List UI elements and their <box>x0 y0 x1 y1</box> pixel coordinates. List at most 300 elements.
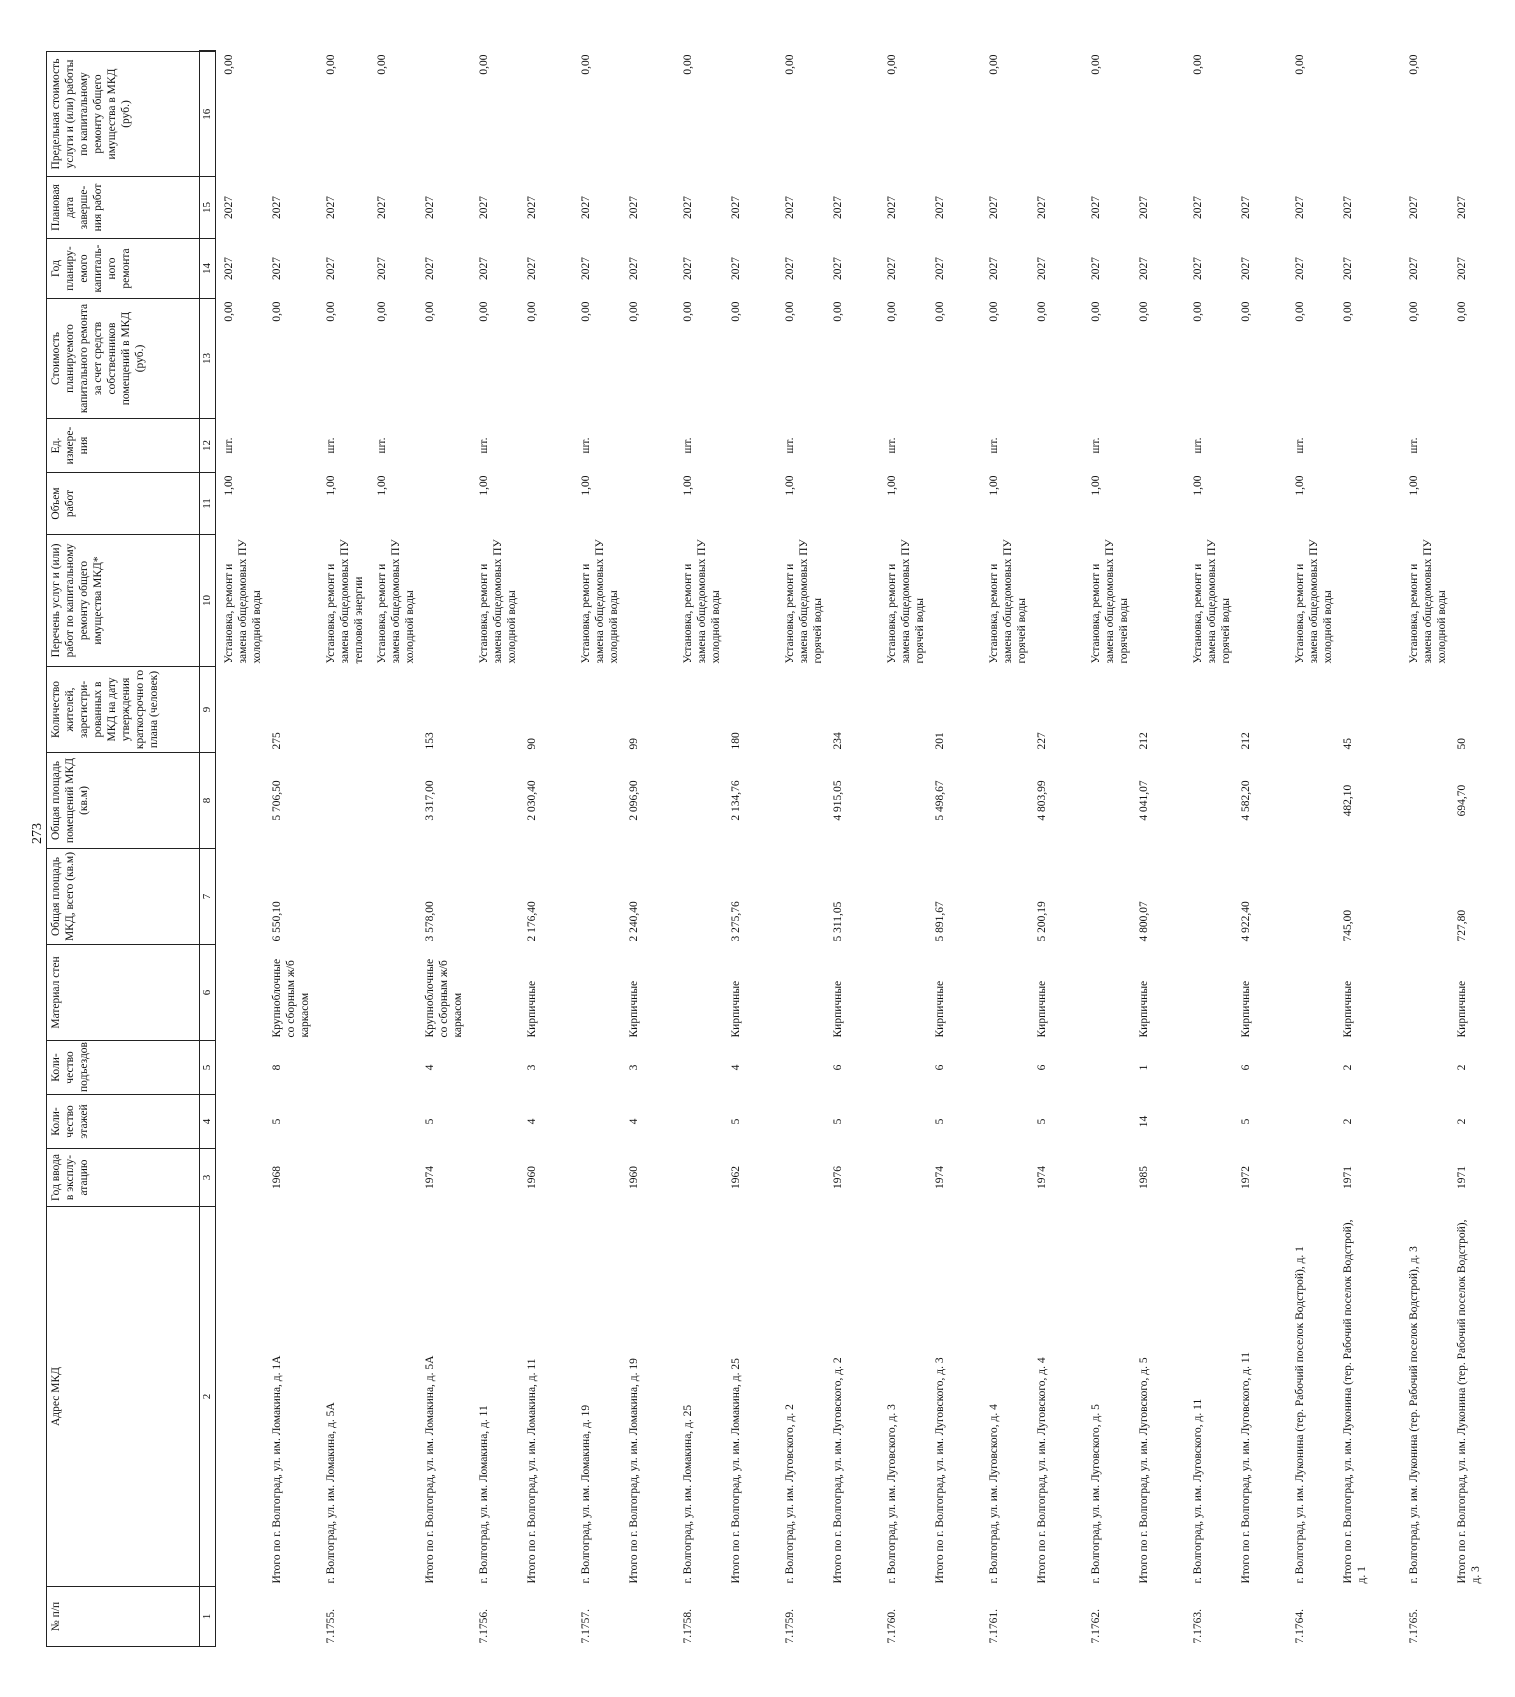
total-area: 5 891,67 <box>933 901 946 942</box>
work-volume: 1,00 <box>375 475 388 496</box>
residents-count: 153 <box>423 732 436 750</box>
cost-limit: 0,00 <box>1293 54 1306 75</box>
premises-area: 482,10 <box>1341 784 1354 817</box>
work-description: Установка, ремонт и замена общедомовых ПУ холодной воды <box>1293 539 1334 664</box>
column-number: 1 <box>200 1587 216 1647</box>
row-number: 7.1765. <box>1407 1609 1420 1644</box>
residents-count <box>573 667 623 753</box>
premises-area <box>1401 753 1451 849</box>
work-description <box>521 535 573 667</box>
work-volume: 1,00 <box>223 475 236 496</box>
entrances-count <box>573 1041 623 1095</box>
column-number: 11 <box>200 473 216 535</box>
entrances-count: 6 <box>933 1064 946 1071</box>
header-row <box>47 52 200 1647</box>
completion-date: 2027 <box>477 196 490 219</box>
entrances-count <box>216 1041 267 1095</box>
commission-year: 1972 <box>1239 1166 1252 1189</box>
work-volume <box>1337 473 1401 535</box>
wall-material <box>981 945 1031 1041</box>
residents-count <box>777 667 827 753</box>
total-row <box>419 52 471 1647</box>
work-volume <box>521 473 573 535</box>
planned-cost: 0,00 <box>1456 301 1469 322</box>
planned-year: 2027 <box>1341 257 1354 280</box>
work-volume <box>1133 473 1185 535</box>
work-description <box>1451 535 1515 667</box>
work-description: Установка, ремонт и замена общедомовых ПУ горячей воды <box>1089 539 1130 664</box>
mkd-address: г. Волгоград, ул. им. Луконина (тер. Рабочий поселок Водстрой), д. 3 <box>1407 1246 1420 1584</box>
mkd-address: г. Волгоград, ул. им. Луговского, д. 2 <box>783 1404 796 1584</box>
total-row <box>1451 52 1515 1647</box>
wall-material: Кирпичные <box>1341 980 1354 1038</box>
residents-count <box>1401 667 1451 753</box>
work-description <box>827 535 879 667</box>
mkd-address: Итого по г. Волгоград, ул. им. Ломакина, д. 25 <box>729 1358 742 1584</box>
floors-count <box>1083 1095 1133 1149</box>
planned-year: 2027 <box>885 257 898 280</box>
work-description <box>725 535 777 667</box>
cost-limit: 0,00 <box>885 54 898 75</box>
planned-year: 2027 <box>423 257 436 280</box>
floors-count <box>369 1095 419 1149</box>
premises-area: 5 706,50 <box>271 780 284 821</box>
total-area: 2 176,40 <box>525 901 538 942</box>
floors-count: 5 <box>729 1118 742 1125</box>
floors-count: 5 <box>1239 1118 1252 1125</box>
mkd-address <box>216 1207 267 1587</box>
table-row <box>471 52 521 1647</box>
completion-date: 2027 <box>1456 196 1469 219</box>
unit: шт. <box>783 437 796 454</box>
floors-count <box>879 1095 929 1149</box>
premises-area <box>1287 753 1337 849</box>
work-volume: 1,00 <box>1407 475 1420 496</box>
work-description <box>1133 535 1185 667</box>
planned-cost: 0,00 <box>1407 301 1420 322</box>
floors-count <box>471 1095 521 1149</box>
cost-limit <box>1451 52 1515 177</box>
row-number: 7.1758. <box>681 1609 694 1644</box>
unit: шт. <box>579 437 592 454</box>
mkd-address: г. Волгоград, ул. им. Луговского, д. 11 <box>1191 1398 1204 1584</box>
planned-cost: 0,00 <box>933 301 946 322</box>
header-cell: Объем работ <box>47 473 200 535</box>
premises-area: 4 582,20 <box>1239 780 1252 821</box>
entrances-count: 4 <box>729 1064 742 1071</box>
wall-material: Крупноблочные со сборным ж/б каркасом <box>423 958 464 1038</box>
premises-area: 4 041,07 <box>1137 780 1150 821</box>
header-cell: Количество жителей, зарегистри-рованных в МКД на дату утверждения краткосрочно го плана (человек) <box>47 667 200 753</box>
total-row <box>521 52 573 1647</box>
wall-material: Кирпичные <box>627 980 640 1038</box>
work-volume <box>266 473 318 535</box>
column-number: 16 <box>200 52 216 177</box>
floors-count <box>675 1095 725 1149</box>
column-number: 12 <box>200 419 216 473</box>
entrances-count: 2 <box>1341 1064 1354 1071</box>
entrances-count <box>1401 1041 1451 1095</box>
commission-year: 1960 <box>627 1166 640 1189</box>
completion-date: 2027 <box>681 196 694 219</box>
unit <box>827 419 879 473</box>
planned-year: 2027 <box>627 257 640 280</box>
mkd-address: Итого по г. Волгоград, ул. им. Ломакина, д. 1А <box>271 1355 284 1584</box>
premises-area <box>216 753 267 849</box>
column-number: 5 <box>200 1041 216 1095</box>
cost-limit <box>1337 52 1401 177</box>
table-row <box>1083 52 1133 1647</box>
planned-cost: 0,00 <box>1089 301 1102 322</box>
total-area <box>573 849 623 945</box>
floors-count: 5 <box>271 1118 284 1125</box>
floors-count: 5 <box>933 1118 946 1125</box>
completion-date: 2027 <box>1341 196 1354 219</box>
planned-year: 2027 <box>271 257 284 280</box>
residents-count <box>675 667 725 753</box>
mkd-address: Итого по г. Волгоград, ул. им. Ломакина, д. 19 <box>627 1358 640 1584</box>
work-description: Установка, ремонт и замена общедомовых ПУ горячей воды <box>987 539 1028 664</box>
unit <box>419 419 471 473</box>
wall-material <box>216 945 267 1041</box>
planned-year: 2027 <box>1239 257 1252 280</box>
row-number: 7.1763. <box>1191 1609 1204 1644</box>
entrances-count: 6 <box>1035 1064 1048 1071</box>
floors-count: 2 <box>1341 1118 1354 1125</box>
work-description <box>929 535 981 667</box>
cost-limit: 0,00 <box>375 54 388 75</box>
table-row <box>1287 52 1337 1647</box>
total-row <box>929 52 981 1647</box>
row-number <box>369 1587 419 1647</box>
commission-year: 1971 <box>1456 1166 1469 1189</box>
entrances-count: 6 <box>831 1064 844 1071</box>
work-volume: 1,00 <box>1089 475 1102 496</box>
mkd-address: Итого по г. Волгоград, ул. им. Луговского, д. 2 <box>831 1357 844 1584</box>
total-row <box>1031 52 1083 1647</box>
table-row <box>1185 52 1235 1647</box>
planned-year: 2027 <box>831 257 844 280</box>
work-volume <box>1235 473 1287 535</box>
completion-date: 2027 <box>831 196 844 219</box>
mkd-address: г. Волгоград, ул. им. Луконина (тер. Рабочий поселок Водстрой), д. 1 <box>1293 1246 1306 1584</box>
planned-year: 2027 <box>223 257 236 280</box>
unit <box>1235 419 1287 473</box>
row-number: 7.1761. <box>987 1609 1000 1644</box>
planned-year: 2027 <box>933 257 946 280</box>
planned-cost: 0,00 <box>375 301 388 322</box>
wall-material: Кирпичные <box>933 980 946 1038</box>
work-volume: 1,00 <box>579 475 592 496</box>
row-number <box>266 1587 318 1647</box>
mkd-address: Итого по г. Волгоград, ул. им. Луговского, д. 3 <box>933 1357 946 1584</box>
unit: шт. <box>375 437 388 454</box>
cost-limit: 0,00 <box>987 54 1000 75</box>
planned-cost: 0,00 <box>1137 301 1150 322</box>
cost-limit: 0,00 <box>681 54 694 75</box>
completion-date: 2027 <box>1407 196 1420 219</box>
premises-area <box>471 753 521 849</box>
floors-count: 4 <box>627 1118 640 1125</box>
cost-limit <box>1031 52 1083 177</box>
work-description: Установка, ремонт и замена общедомовых ПУ холодной воды <box>477 539 518 664</box>
wall-material <box>1083 945 1133 1041</box>
entrances-count <box>1083 1041 1133 1095</box>
cost-limit <box>827 52 879 177</box>
unit: шт. <box>1089 437 1102 454</box>
cost-limit: 0,00 <box>1191 54 1204 75</box>
row-number: 7.1759. <box>783 1609 796 1644</box>
wall-material: Кирпичные <box>729 980 742 1038</box>
column-number: 9 <box>200 667 216 753</box>
planned-cost: 0,00 <box>325 301 338 322</box>
wall-material: Кирпичные <box>1456 980 1469 1038</box>
unit: шт. <box>681 437 694 454</box>
work-volume: 1,00 <box>885 475 898 496</box>
entrances-count: 4 <box>423 1064 436 1071</box>
wall-material <box>1185 945 1235 1041</box>
row-number <box>1451 1587 1515 1647</box>
entrances-count: 2 <box>1456 1064 1469 1071</box>
completion-date: 2027 <box>1239 196 1252 219</box>
cost-limit <box>623 52 675 177</box>
work-description: Установка, ремонт и замена общедомовых ПУ горячей воды <box>1191 539 1232 664</box>
residents-count: 201 <box>933 732 946 750</box>
commission-year <box>777 1149 827 1207</box>
wall-material: Кирпичные <box>525 980 538 1038</box>
total-area <box>471 849 521 945</box>
column-number-row <box>200 52 216 1647</box>
completion-date: 2027 <box>1137 196 1150 219</box>
total-area: 2 240,40 <box>627 901 640 942</box>
planned-cost: 0,00 <box>885 301 898 322</box>
planned-year: 2027 <box>1089 257 1102 280</box>
mkd-address <box>369 1207 419 1587</box>
premises-area: 5 498,67 <box>933 780 946 821</box>
commission-year <box>216 1149 267 1207</box>
work-volume <box>1031 473 1083 535</box>
wall-material: Кирпичные <box>831 980 844 1038</box>
completion-date: 2027 <box>1191 196 1204 219</box>
work-description <box>1031 535 1083 667</box>
residents-count <box>1083 667 1133 753</box>
table-row <box>675 52 725 1647</box>
unit: шт. <box>1293 437 1306 454</box>
entrances-count <box>471 1041 521 1095</box>
planned-year: 2027 <box>1293 257 1306 280</box>
table-body <box>216 52 1515 1647</box>
commission-year: 1974 <box>933 1166 946 1189</box>
cost-limit: 0,00 <box>325 54 338 75</box>
page-number: 273 <box>30 823 45 844</box>
floors-count: 14 <box>1137 1115 1150 1128</box>
planned-year: 2027 <box>681 257 694 280</box>
table-row <box>573 52 623 1647</box>
wall-material <box>777 945 827 1041</box>
completion-date: 2027 <box>1089 196 1102 219</box>
row-number <box>623 1587 675 1647</box>
cost-limit: 0,00 <box>477 54 490 75</box>
floors-count: 5 <box>1035 1118 1048 1125</box>
residents-count <box>879 667 929 753</box>
total-area: 5 200,19 <box>1035 901 1048 942</box>
row-number <box>419 1587 471 1647</box>
entrances-count: 6 <box>1239 1064 1252 1071</box>
work-volume: 1,00 <box>681 475 694 496</box>
wall-material: Крупноблочные со сборным ж/б каркасом <box>271 958 312 1038</box>
unit <box>725 419 777 473</box>
residents-count: 275 <box>271 732 284 750</box>
total-area <box>1083 849 1133 945</box>
planned-cost: 0,00 <box>729 301 742 322</box>
total-area: 3 275,76 <box>729 901 742 942</box>
wall-material <box>1287 945 1337 1041</box>
header-cell: Адрес МКД <box>47 1207 200 1587</box>
premises-area <box>879 753 929 849</box>
floors-count <box>216 1095 267 1149</box>
mkd-address: Итого по г. Волгоград, ул. им. Луконина (тер. Рабочий поселок Водстрой), д. 1 <box>1341 1219 1368 1584</box>
planned-cost: 0,00 <box>271 301 284 322</box>
premises-area <box>1185 753 1235 849</box>
completion-date: 2027 <box>987 196 1000 219</box>
commission-year: 1960 <box>525 1166 538 1189</box>
work-volume: 1,00 <box>1293 475 1306 496</box>
planned-cost: 0,00 <box>1341 301 1354 322</box>
table-row <box>318 52 368 1647</box>
total-row <box>827 52 879 1647</box>
planned-year: 2027 <box>579 257 592 280</box>
wall-material: Кирпичные <box>1035 980 1048 1038</box>
mkd-address: Итого по г. Волгоград, ул. им. Луконина (тер. Рабочий поселок Водстрой), д. 3 <box>1456 1219 1483 1584</box>
work-description: Установка, ремонт и замена общедомовых ПУ горячей воды <box>783 539 824 664</box>
commission-year <box>1083 1149 1133 1207</box>
header-cell: Плановая дата заверше-ния работ <box>47 177 200 239</box>
entrances-count: 8 <box>271 1064 284 1071</box>
commission-year: 1968 <box>271 1166 284 1189</box>
unit <box>929 419 981 473</box>
premises-area <box>318 753 368 849</box>
column-number: 14 <box>200 239 216 299</box>
premises-area: 2 030,40 <box>525 780 538 821</box>
work-volume: 1,00 <box>325 475 338 496</box>
wall-material <box>675 945 725 1041</box>
wall-material <box>573 945 623 1041</box>
total-area: 4 800,07 <box>1137 901 1150 942</box>
work-description <box>623 535 675 667</box>
premises-area: 2 134,76 <box>729 780 742 821</box>
planned-cost: 0,00 <box>423 301 436 322</box>
work-description <box>419 535 471 667</box>
column-number: 10 <box>200 535 216 667</box>
cost-limit: 0,00 <box>223 54 236 75</box>
commission-year: 1971 <box>1341 1166 1354 1189</box>
residents-count: 99 <box>627 738 640 750</box>
mkd-address: Итого по г. Волгоград, ул. им. Луговского, д. 5 <box>1137 1357 1150 1584</box>
premises-area: 694,70 <box>1456 784 1469 817</box>
unit <box>266 419 318 473</box>
work-description: Установка, ремонт и замена общедомовых ПУ холодной воды <box>1407 539 1448 664</box>
cost-limit: 0,00 <box>1407 54 1420 75</box>
floors-count: 5 <box>423 1118 436 1125</box>
total-row <box>1133 52 1185 1647</box>
row-number: 7.1760. <box>885 1609 898 1644</box>
row-number: 7.1762. <box>1089 1609 1102 1644</box>
total-row <box>623 52 675 1647</box>
mkd-address: г. Волгоград, ул. им. Ломакина, д. 19 <box>579 1404 592 1584</box>
work-description <box>1235 535 1287 667</box>
commission-year <box>318 1149 368 1207</box>
premises-area <box>1083 753 1133 849</box>
column-number: 3 <box>200 1149 216 1207</box>
header-cell: Стоимость планируемого капитального ремонта за счет средств собственников помещений в МКД (руб.) <box>47 299 200 419</box>
row-number <box>1133 1587 1185 1647</box>
planned-year: 2027 <box>1137 257 1150 280</box>
row-number <box>827 1587 879 1647</box>
planned-cost: 0,00 <box>525 301 538 322</box>
residents-count <box>369 667 419 753</box>
work-volume <box>1451 473 1515 535</box>
entrances-count: 1 <box>1137 1064 1150 1071</box>
completion-date: 2027 <box>423 196 436 219</box>
cost-limit <box>419 52 471 177</box>
wall-material: Кирпичные <box>1239 980 1252 1038</box>
mkd-address: г. Волгоград, ул. им. Ломакина, д. 5А <box>325 1402 338 1584</box>
total-area <box>675 849 725 945</box>
cost-limit: 0,00 <box>783 54 796 75</box>
row-number: 7.1755. <box>325 1609 338 1644</box>
entrances-count <box>981 1041 1031 1095</box>
work-description: Установка, ремонт и замена общедомовых ПУ тепловой энергии <box>325 539 366 664</box>
completion-date: 2027 <box>1293 196 1306 219</box>
commission-year: 1974 <box>1035 1166 1048 1189</box>
wall-material <box>318 945 368 1041</box>
work-volume: 1,00 <box>987 475 1000 496</box>
entrances-count <box>369 1041 419 1095</box>
planned-year: 2027 <box>1035 257 1048 280</box>
residents-count <box>471 667 521 753</box>
row-number <box>521 1587 573 1647</box>
residents-count: 50 <box>1456 738 1469 750</box>
table-row <box>777 52 827 1647</box>
work-volume: 1,00 <box>783 475 796 496</box>
entrances-count: 3 <box>627 1064 640 1071</box>
column-number: 6 <box>200 945 216 1041</box>
table-row <box>981 52 1031 1647</box>
residents-count <box>216 667 267 753</box>
mkd-address: г. Волгоград, ул. им. Ломакина, д. 25 <box>681 1404 694 1584</box>
planned-cost: 0,00 <box>987 301 1000 322</box>
commission-year: 1985 <box>1137 1166 1150 1189</box>
wall-material <box>1401 945 1451 1041</box>
completion-date: 2027 <box>729 196 742 219</box>
work-description: Установка, ремонт и замена общедомовых ПУ холодной воды <box>223 539 264 664</box>
entrances-count <box>1185 1041 1235 1095</box>
mkd-address: г. Волгоград, ул. им. Луговского, д. 4 <box>987 1404 1000 1584</box>
total-area: 6 550,10 <box>271 901 284 942</box>
unit: шт. <box>987 437 1000 454</box>
commission-year <box>471 1149 521 1207</box>
cost-limit <box>725 52 777 177</box>
row-number: 7.1764. <box>1293 1609 1306 1644</box>
unit <box>1451 419 1515 473</box>
mkd-address: г. Волгоград, ул. им. Ломакина, д. 11 <box>477 1405 490 1584</box>
premises-area <box>981 753 1031 849</box>
work-volume: 1,00 <box>477 475 490 496</box>
header-cell: Предельная стоимость услуги и (или) работы по капитальному ремонту общего имущества в МКД (руб.) <box>47 52 200 177</box>
planned-year: 2027 <box>783 257 796 280</box>
total-row <box>1337 52 1401 1647</box>
work-description: Установка, ремонт и замена общедомовых ПУ холодной воды <box>681 539 722 664</box>
